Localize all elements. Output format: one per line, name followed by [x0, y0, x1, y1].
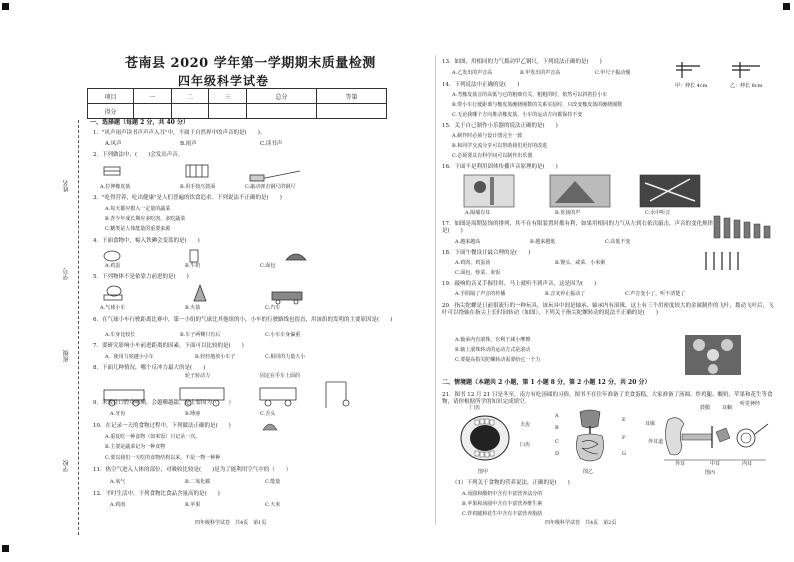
fig2-label-g: G	[622, 451, 626, 457]
score-cell	[171, 104, 209, 119]
q5-option-pictures	[100, 283, 330, 305]
question-10: 10．在记录一天的食物过程中，下列做法正确的是( )	[93, 423, 231, 429]
binding-label-name: 姓名	[63, 180, 70, 192]
q19-option-c: C.声音变小了，听不清楚了	[625, 291, 686, 297]
fig3-label-canal: 外耳道	[648, 439, 664, 445]
score-table-score-row	[88, 104, 387, 119]
fig3-label-inner-ear: 内耳	[742, 461, 753, 467]
fig2-label-a: A	[555, 413, 559, 419]
q1-option-a: A.风声	[105, 141, 122, 147]
question-3: 3．"吃得营养，吃出健康"是人们普遍的饮食追求。下列说法不正确的是( )	[93, 195, 282, 201]
question-15: 15．关于自己制作小乐器的说法正确的是( )	[442, 123, 558, 129]
q2-option-a: A.拉伸橡皮筋	[100, 184, 131, 190]
q18-picture	[700, 250, 750, 272]
q8-picture-label-1: 轮子转动力	[185, 373, 211, 379]
q4-option-c: C.面包	[260, 263, 276, 269]
q9-option-c: C.舌头	[260, 411, 276, 417]
q17-option-c: C.高低不变	[605, 239, 631, 245]
q18-option-c: C.面包、炒菜、米饭	[455, 270, 501, 276]
fig3-caption: 图丙	[705, 470, 716, 476]
q17-option-b: B.越来越低	[530, 239, 556, 245]
q9-option-b: B.唾液	[185, 411, 201, 417]
q12-option-b: B.苹果	[185, 502, 201, 508]
q19-option-b: B.音叉停止振动了	[545, 291, 586, 297]
q10-option-c: C.要以我们一天吃的食物结构以来，不是一物一种种	[105, 455, 221, 461]
q14-option-b: B.带小车行驶距离与橡皮筋缠绕圈数的关系实验时，只改变橡皮筋的缠绕圈数	[452, 102, 623, 108]
fig2-label-b: B	[555, 425, 559, 431]
fig2-label-f: F	[622, 435, 626, 441]
exam-title: 苍南县 2020 学年第一学期期末质量检测	[125, 56, 376, 71]
binding-label-class: 班级	[63, 350, 70, 362]
q16-pictures	[460, 173, 750, 209]
registration-mark-bottom-left	[2, 545, 9, 552]
fig3-label-middle-ear: 中耳	[710, 461, 721, 467]
ear-structure-figure	[660, 412, 770, 462]
page-footer-right: 四年级科学试卷 共4页 第2页	[545, 520, 617, 526]
q2-option-b: B.用手按压鼓面	[180, 184, 216, 190]
section-1-heading: 一、选择题（每题 2 分，共 40 分）	[90, 119, 189, 126]
question-21: 21．图书 12 月 21 日是冬至，南方有吃汤圆的习俗，图书不在往年准备了美食蛋糕，大家准备了汤圆、炸鸡腿、酸奶、苹果和花生等食物，请你根据所学的知识完成填空。	[442, 392, 773, 406]
question-11: 11．热空气进入人体的部位，对吸收比较是( )是为了能利用空气中的（ ）	[93, 467, 292, 473]
fig2-label-e: E	[622, 417, 626, 423]
score-header-cell: 一	[134, 89, 172, 104]
binding-label-id: 学号	[63, 268, 70, 280]
score-row-label: 得分	[88, 104, 134, 119]
fig2-caption: 图乙	[583, 469, 594, 475]
q20-fidget-spinner-picture	[685, 335, 741, 375]
question-18: 18．下面午餐设计最合理的是( )	[442, 250, 531, 256]
q13-ruler-pictures	[670, 60, 780, 82]
q1-option-b: B.雨声	[180, 141, 197, 147]
q7-option-b: B.轻轻地放小车子	[195, 354, 236, 360]
q6-option-c: C.小车车身偏重	[265, 332, 301, 338]
score-header-cell: 项目	[88, 89, 134, 104]
question-5: 5．下列物体不是依靠力前进的是( )	[93, 274, 189, 280]
q20-option-a: A.轴承内有滚珠，有利于减小摩擦	[455, 337, 531, 343]
q4-option-a: A.鸡蛋	[105, 263, 121, 269]
q9-option-a: A.牙齿	[110, 411, 126, 417]
q21-1-option-b: B.苹果和汤圆中含有丰富营养维生素	[462, 501, 543, 507]
q17-xylophone-picture	[710, 212, 780, 242]
q6-option-b: B.车子两侧只有后	[180, 332, 221, 338]
q9-picture	[260, 418, 280, 434]
question-21-part-1: （1）下列关于食物的营养说法，正确的是( )	[452, 480, 570, 486]
question-2: 2．下列做法中，( )会发出声音。	[93, 152, 184, 158]
q2-option-pictures	[100, 161, 330, 183]
score-table-header-row	[88, 89, 387, 104]
q16-option-c: C.水中听音	[645, 210, 671, 216]
question-20: 20．指尖陀螺是日前很流行的一种玩具，该玩具中间是轴承，轴承内有滚珠，这上有三个用密度较大的金属制作的飞叶，拨动飞叶后，飞叶可以绕轴在指尖上长时间转动（如图），下列关于指尖陀螺转动的说法不正确的是( )	[442, 303, 774, 317]
section-2-heading: 二、情境题（本题共 2 小题，第 1 小题 8 分，第 2 小题 12 分，共 20 分）	[442, 379, 651, 386]
q11-option-c: C.能量	[265, 479, 281, 485]
fig3-label-outer-ear: 外耳	[675, 461, 686, 467]
q10-option-b: B.主要是蔬菜记为一种食物	[105, 444, 166, 450]
q3-option-b: B.青少年成长期应多吃肉，多吃蔬菜	[105, 216, 186, 222]
q10-option-a: A.重复吃一种食物（如米饭）只记录一次。	[105, 434, 201, 440]
registration-mark-top-right	[783, 3, 790, 10]
q11-option-a: A.氧气	[110, 479, 126, 485]
question-12: 12．平时生活中，下列食物比食品含量高的是( )	[93, 491, 220, 497]
q2-option-c: C.敲动弹击钢尺的钢尺	[245, 184, 296, 190]
q16-option-b: B.优扬的声	[555, 210, 581, 216]
q19-option-a: A.手阻隔了声音的传播	[455, 291, 506, 297]
q16-option-a: A.隔墙有耳	[465, 210, 491, 216]
fig2-label-c: C	[555, 439, 559, 445]
fig1-label-molar: 臼齿	[520, 442, 531, 448]
fig2-label-d: D	[555, 451, 560, 457]
registration-mark-top-left	[2, 3, 9, 10]
score-cell	[134, 104, 172, 119]
q21-1-option-a: A.汤圆和酸奶中含有丰富营养法分的	[462, 491, 543, 497]
column-divider	[435, 55, 436, 525]
q5-option-a: A.气球小车	[100, 305, 126, 311]
score-header-cell: 三	[209, 89, 247, 104]
binding-line	[78, 120, 79, 535]
q12-option-c: C.大米	[265, 502, 281, 508]
mouth-teeth-figure	[455, 412, 515, 467]
q3-option-a: A.每天都应摄入一定量的蔬菜	[105, 206, 171, 212]
q21-1-option-c: C.炸鸡腿和花生中含有丰富营养脂肪	[462, 511, 543, 517]
q11-option-b: B.二氧化碳	[185, 479, 211, 485]
q15-option-b: B.和同学交流分享可以帮助我们更好的改进	[452, 143, 548, 149]
q15-option-c: C.必须要具有科学间可以制作出乐器	[452, 153, 533, 159]
question-19: 19．敲响的音叉手握住时，马上就听不到声音，这是因为( )	[442, 281, 597, 287]
q8-picture-label-2: 固定在手车上面的	[260, 373, 301, 379]
question-8: 8．下面几种情况，哪个反冲力最大的是( )	[93, 365, 206, 371]
question-16: 16．下面不是利用固体传播声音原理的是( )	[442, 164, 558, 170]
q20-option-c: C.要提高指尖陀螺转动需要给它一个力	[455, 357, 541, 363]
question-6: 6．在气球小车行驶距离比赛中，第一小组的气球比其他组的小，小车的行驶路线也很直，用该组的发明的主要原因是( )	[93, 317, 393, 323]
score-header-cell: 等第	[317, 89, 387, 104]
q4-option-b: B.牛奶	[185, 263, 201, 269]
q5-option-b: B.火箭	[185, 305, 201, 311]
q13-option-a: A.乙发出的声音高	[452, 70, 493, 76]
q14-option-a: A.弯橡皮筋音的高低与它的粗细有关，粗粗的时，依然可以斜着拉小车	[452, 92, 608, 98]
question-17: 17．如图是周期装饰的排列，其不在有限装置时都有利，如果用相同的力气从左到右依次敲击，声音的变化规律是( )	[442, 221, 714, 235]
exam-subtitle: 四年级科学试卷	[178, 74, 270, 88]
score-header-cell: 二	[171, 89, 209, 104]
q14-option-c: C.无论我哪个方向推动橡皮筋，小车的运动方向都保持不变	[452, 112, 583, 118]
score-table	[87, 88, 387, 119]
q18-option-b: B.馒头、咸菜、小米粥	[555, 260, 606, 266]
q17-option-a: A.越来越高	[455, 239, 481, 245]
page-footer-left: 四年级科学试卷 共4页 第1页	[195, 520, 267, 526]
score-cell	[317, 104, 387, 119]
fig3-label-cochlea: 耳蜗	[722, 405, 733, 411]
q7-option-c: C.相同的力量大小	[265, 354, 306, 360]
fig3-label-pinna: 耳廓	[645, 421, 656, 427]
question-14: 14．下列说法中正确的是( )	[442, 82, 520, 88]
q13-option-b: B.甲发出的声音高	[520, 70, 561, 76]
q15-option-a: A.制作时必须与设计图完全一致	[452, 133, 523, 139]
fig1-label-incisor: 门齿	[470, 405, 481, 411]
q12-option-a: A.鸡肉	[110, 502, 126, 508]
score-cell	[247, 104, 317, 119]
q5-option-c: C.汽车	[265, 305, 281, 311]
fig1-label-canine: 犬齿	[520, 422, 531, 428]
score-header-cell: 总分	[247, 89, 317, 104]
q7-option-a: A．使用力度越小小车	[105, 354, 154, 360]
q20-option-b: B.轴上滚珠转动的运动方式是滚动	[455, 347, 531, 353]
digestive-system-figure	[560, 408, 620, 468]
q6-option-a: A.车身比较长	[105, 332, 136, 338]
q4-food-pictures	[100, 248, 330, 264]
fig1-caption: 图甲	[478, 469, 489, 475]
q13-label-b: 乙：伸长 8cm	[730, 83, 763, 89]
question-1: 1．"风声雨声读书声声声入耳"中，不属于自然界中的声音的是( )。	[93, 130, 266, 136]
score-cell	[209, 104, 247, 119]
q1-option-c: C.读书声	[260, 141, 283, 147]
q13-label-a: 甲：伸长 4cm	[675, 83, 708, 89]
fig3-label-eardrum: 鼓膜	[700, 405, 711, 411]
q3-option-c: C.糖类是人体能量的重要来源	[105, 226, 171, 232]
question-4: 4．下面食物中，霉入铁碘会变蓝的是( )	[93, 238, 200, 244]
q18-option-a: A.鸡肉、鸡蛋汤	[455, 260, 491, 266]
binding-label-school: 学校	[63, 460, 70, 472]
question-7: 7．要研究影响小车前进距离的因素，下面可以比较的是( )	[93, 343, 244, 349]
question-13: 13．如图，用相同的力气拨动甲乙钢尺，下列说法正确的是( )	[442, 59, 602, 65]
question-9: 9．米饭在口腔中咀嚼，会越嚼越甜，是主要因为（ ）	[93, 400, 235, 406]
q13-option-c: C.甲尺子振动慢	[595, 70, 631, 76]
fig3-label-nerve: 听觉神经	[740, 401, 761, 407]
